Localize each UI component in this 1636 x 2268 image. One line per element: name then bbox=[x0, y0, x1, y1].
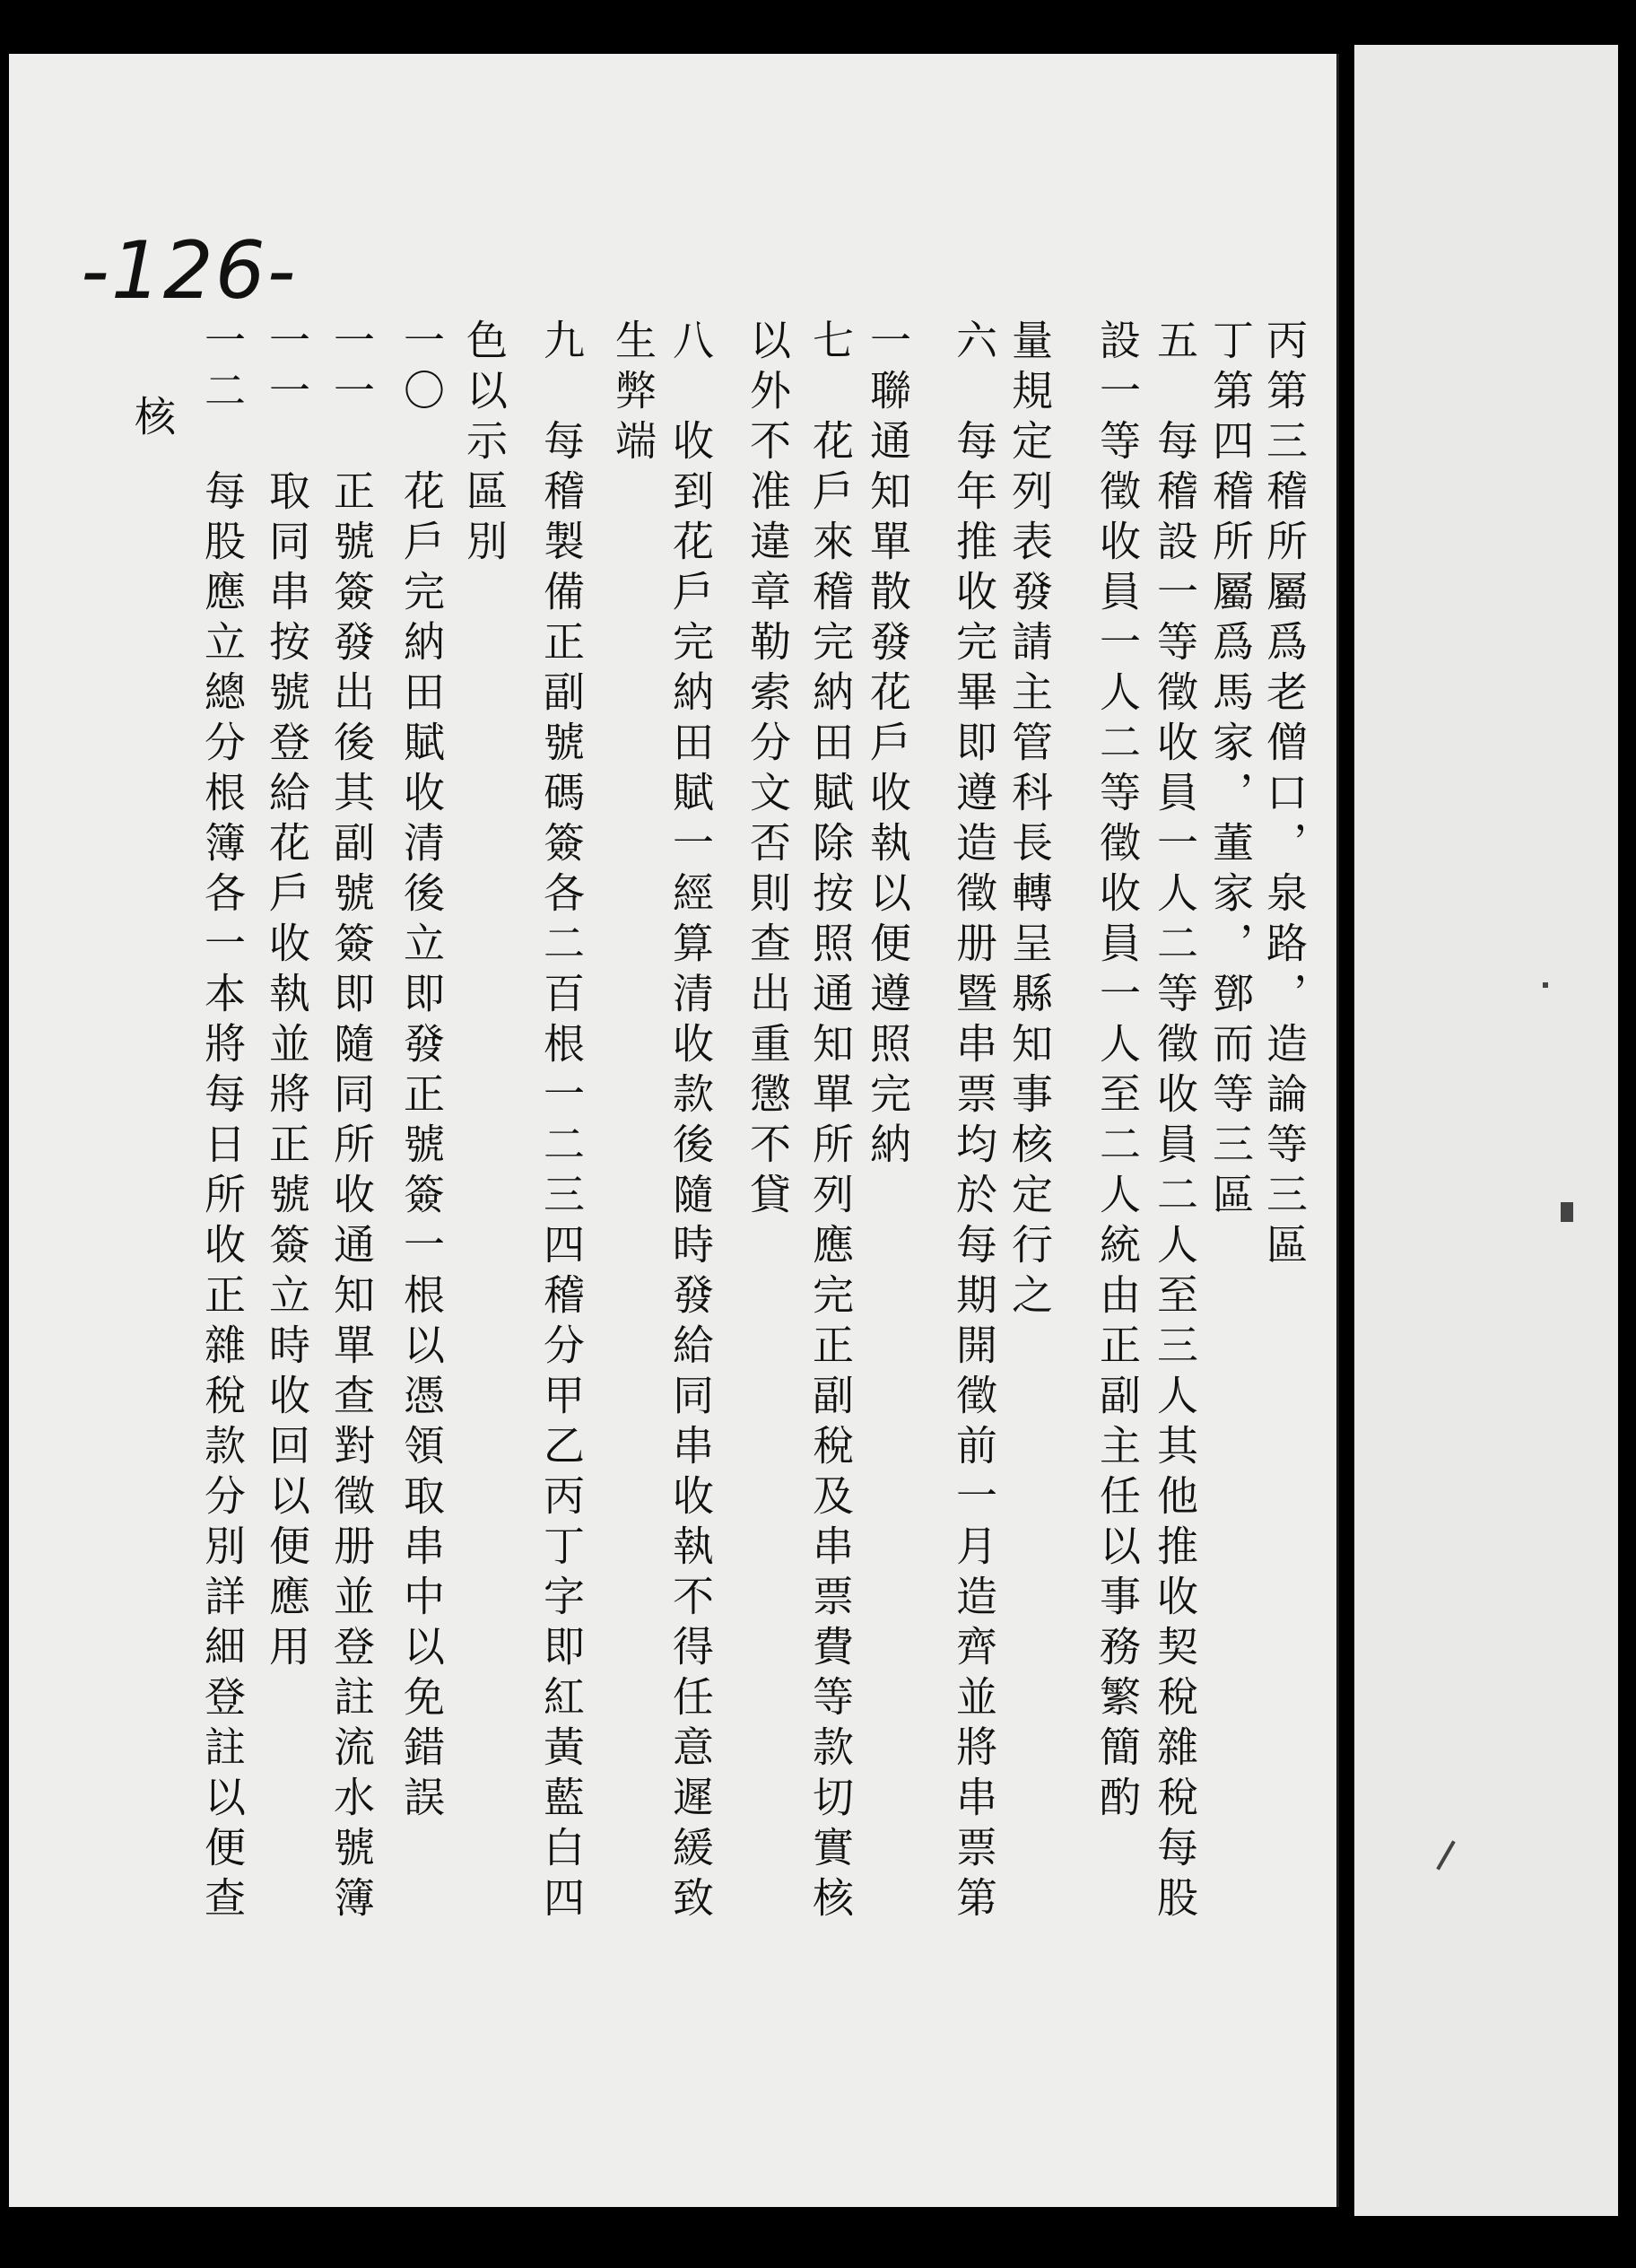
text-column: 一聯通知單散發花戶收執以便遵照完納 bbox=[864, 318, 912, 1173]
text-column: 八 收到花戶完納田賦一經算清收款後隨時發給同串收執不得任意遲緩致 bbox=[666, 318, 715, 1926]
page-number: -126- bbox=[81, 224, 298, 317]
text-column: 一〇 花戶完納田賦收清後立即發正號簽一根以憑領取串中以免錯誤 bbox=[397, 318, 446, 1826]
text-column: 一一 正號簽發出後其副號簽即隨同所收通知單查對徵册並登註流水號簿 bbox=[327, 318, 376, 1926]
text-column: 生弊端 bbox=[609, 318, 657, 469]
text-column: 量規定列表發請主管科長轉呈縣知事核定行之 bbox=[1005, 318, 1054, 1323]
scan-speck bbox=[1561, 1202, 1573, 1222]
text-column: 核 bbox=[128, 395, 177, 445]
facing-page-edge bbox=[1354, 45, 1618, 2216]
text-column: 丙第三稽所屬爲老僧口，泉路，造論等三區 bbox=[1260, 318, 1309, 1273]
text-column: 五 每稽設一等徵收員一人二等徵收員二人至三人其他推收契稅雜稅每股 bbox=[1151, 318, 1199, 1926]
text-column: 六 每年推收完畢即遵造徵册暨串票均於每期開徵前一月造齊並將串票第 bbox=[950, 318, 998, 1926]
text-column: 九 每稽製備正副號碼簽各二百根一二三四稽分甲乙丙丁字即紅黃藍白四 bbox=[537, 318, 586, 1926]
text-column: 丁第四稽所屬爲馬家，董家，鄧而等三區 bbox=[1206, 318, 1255, 1223]
text-column: 以外不准違章勒索分文否則查出重懲不貸 bbox=[744, 318, 792, 1223]
text-column: 一二 每股應立總分根簿各一本將每日所收正雜稅款分別詳細登註以便查 bbox=[198, 318, 247, 1926]
scan-speck bbox=[1543, 982, 1548, 988]
text-column: 色以示區別 bbox=[460, 318, 509, 570]
text-column: 七 花戶來稽完納田賦除按照通知單所列應完正副稅及串票費等款切實核 bbox=[806, 318, 855, 1926]
text-column: 一一 取同串按號登給花戶收執並將正號簽立時收回以便應用 bbox=[263, 318, 311, 1675]
text-column: 設一等徵收員一人二等徵收員一人至二人統由正副主任以事務繁簡酌 bbox=[1093, 318, 1142, 1826]
